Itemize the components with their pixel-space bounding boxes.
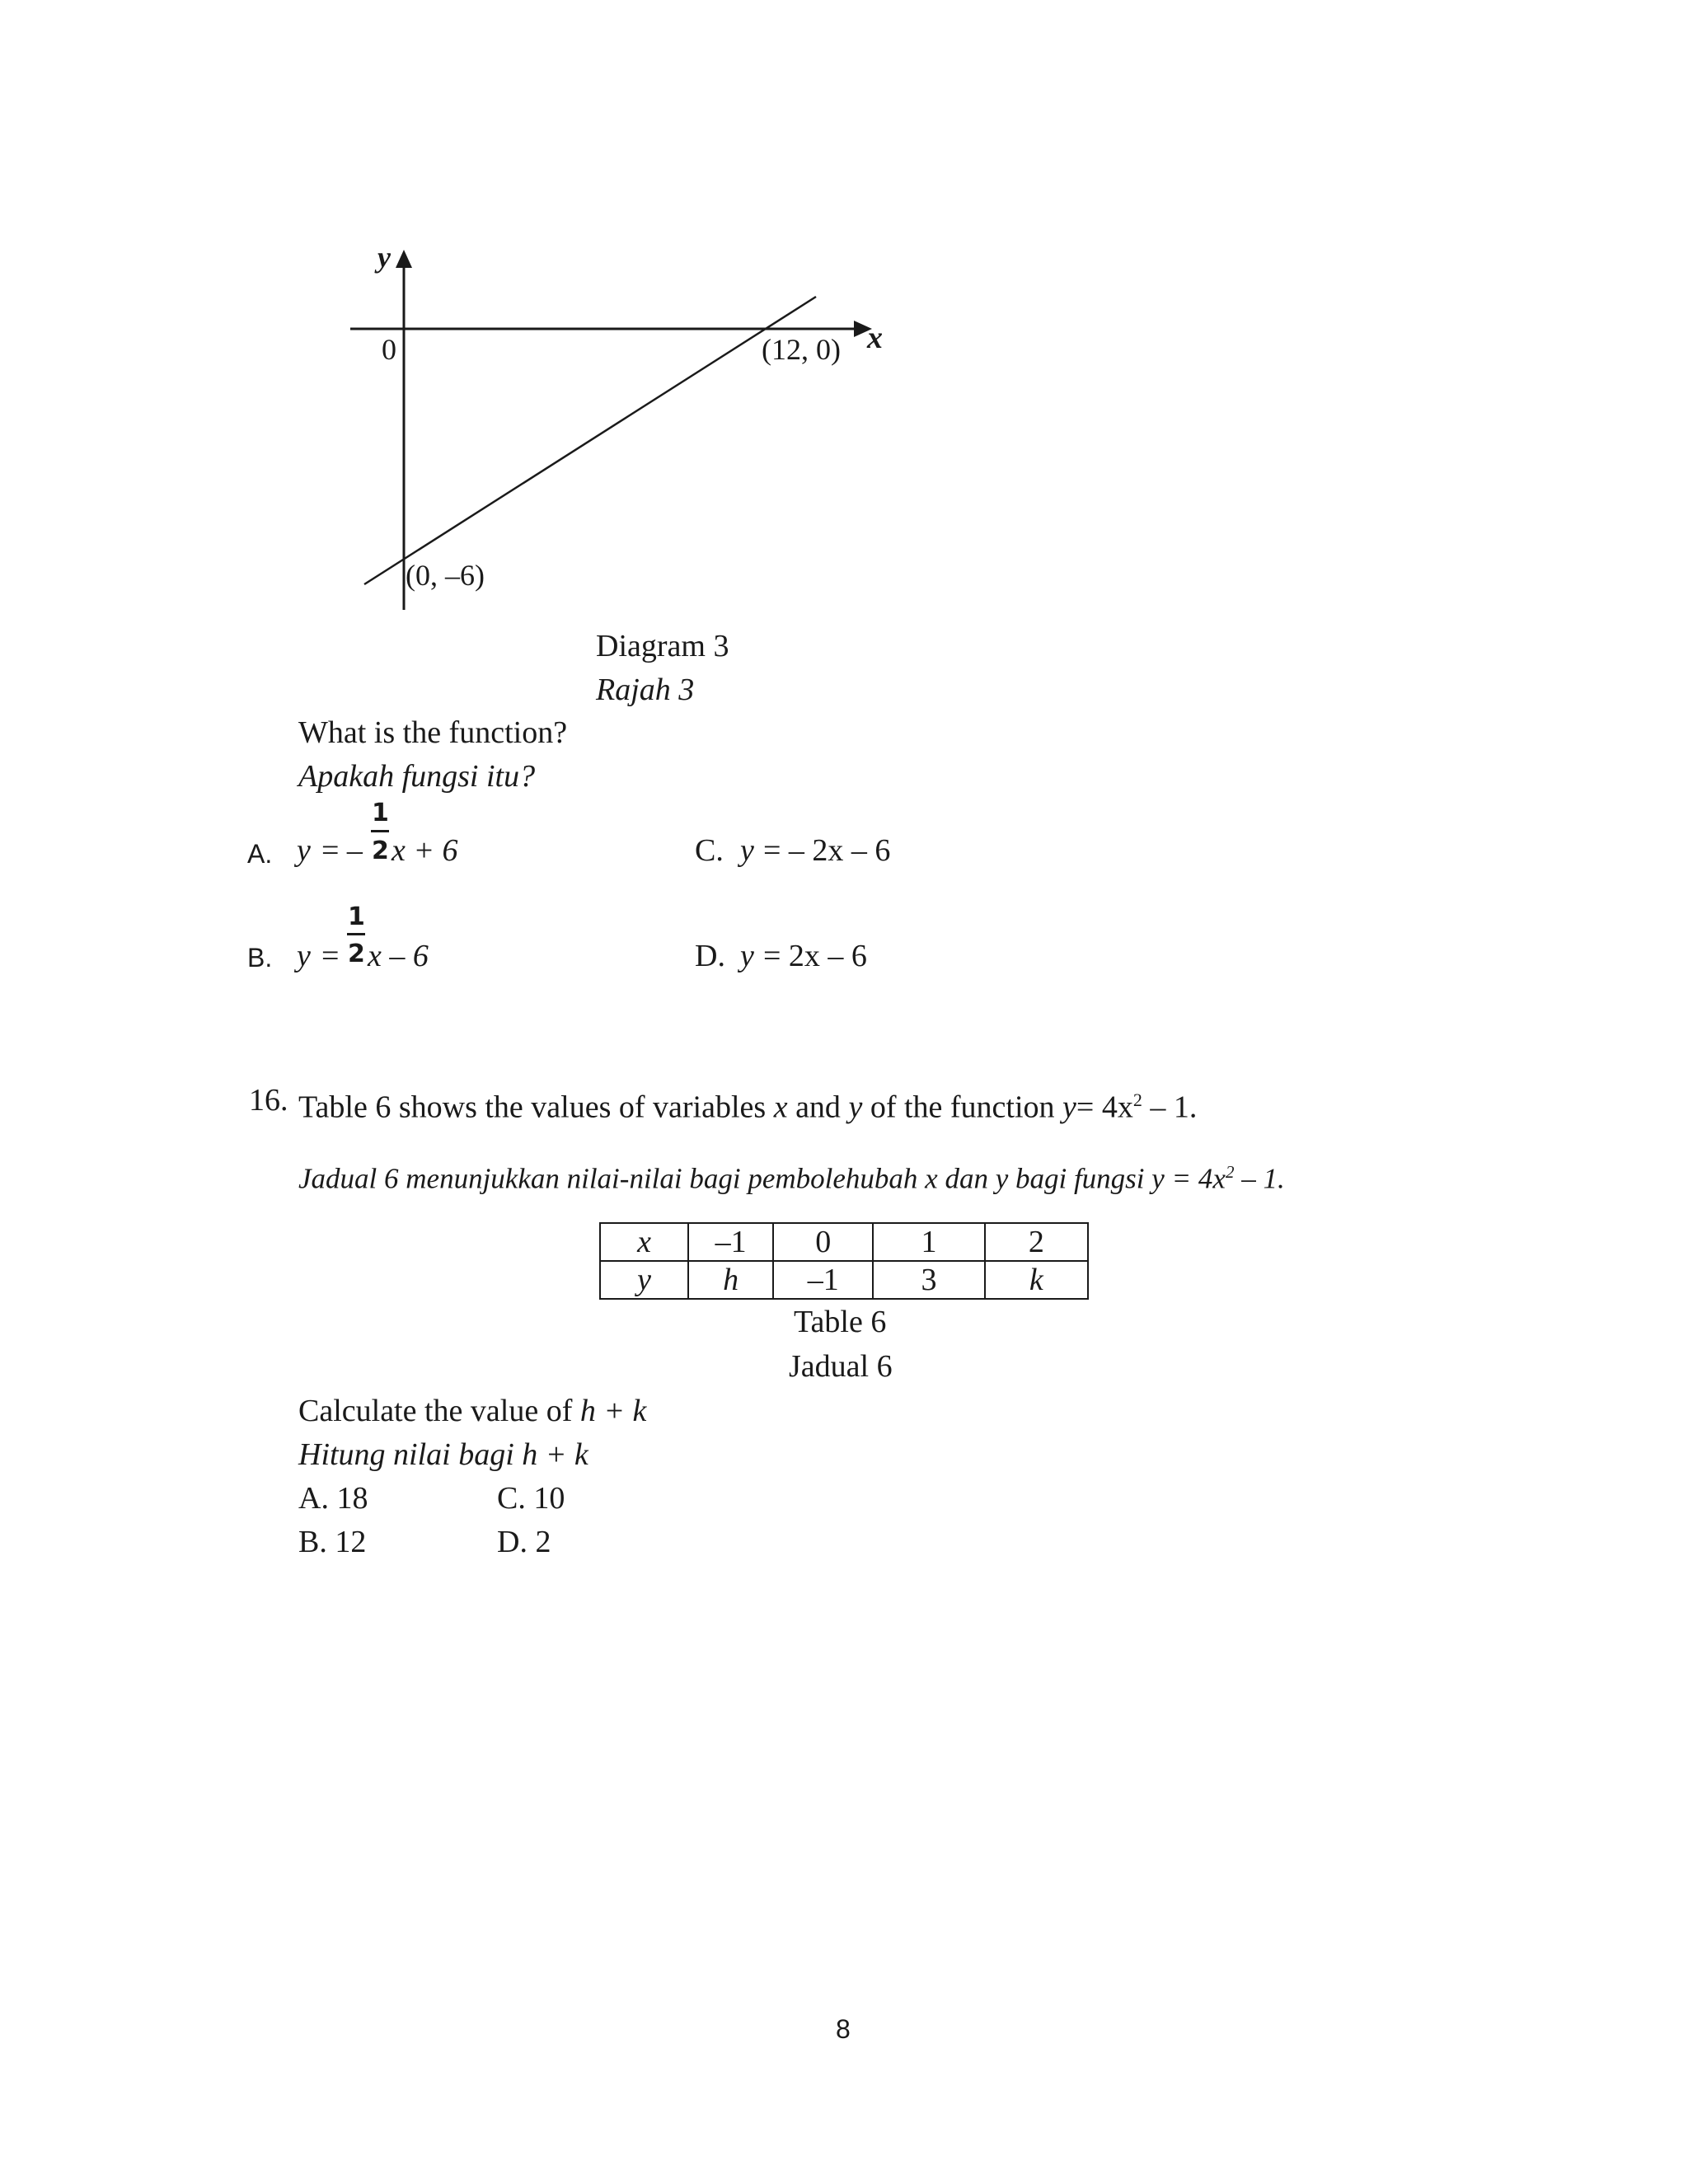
option-lhs: y	[297, 833, 311, 868]
q16-question-en	[298, 1393, 646, 1429]
table-cell: x	[600, 1223, 688, 1261]
diagram-caption-en: Diagram 3	[596, 629, 729, 663]
fraction-denominator: 2	[348, 940, 365, 968]
fraction-denominator: 2	[372, 837, 389, 865]
diagram-caption-ms: Rajah 3	[596, 673, 695, 707]
table-cell: k	[985, 1261, 1088, 1299]
table-cell: –1	[688, 1223, 773, 1261]
stem-var-y: y	[848, 1090, 863, 1125]
option-rhs-post: x – 6	[368, 939, 429, 973]
table-cell: 1	[873, 1223, 984, 1261]
table-cell: 3	[873, 1261, 984, 1299]
option-y: y	[740, 833, 754, 868]
table-caption-en: Table 6	[794, 1305, 887, 1339]
q16-option-a[interactable]: A. 18	[298, 1481, 368, 1516]
q15-question-ms: Apakah fungsi itu?	[298, 759, 536, 794]
stem-exponent: 2	[1132, 1090, 1142, 1110]
stem-fn-y: y	[1062, 1090, 1076, 1125]
option-letter: C.	[695, 833, 724, 868]
option-rest: = 2x – 6	[763, 939, 867, 973]
origin-label: 0	[382, 333, 396, 366]
q16-number: 16.	[249, 1083, 288, 1118]
q16-option-b[interactable]: B. 12	[298, 1525, 367, 1559]
q16-option-c[interactable]: C. 10	[497, 1481, 565, 1516]
option-lhs: y	[297, 939, 311, 973]
question-text: Calculate the value of	[298, 1394, 573, 1428]
option-letter: B.	[247, 943, 273, 972]
table-cell: 0	[773, 1223, 873, 1261]
table-cell: h	[688, 1261, 773, 1299]
stem-text: of the function	[870, 1090, 1055, 1125]
table-row-x	[600, 1223, 1088, 1261]
stem-exponent: 2	[1225, 1162, 1235, 1182]
option-letter: A.	[247, 839, 273, 869]
table-cell: y	[600, 1261, 688, 1299]
stem-text: – 1.	[1241, 1162, 1285, 1195]
function-line	[364, 297, 816, 584]
x-intercept-label: (12, 0)	[762, 333, 841, 366]
stem-text: and	[795, 1090, 841, 1125]
option-y: y	[740, 939, 754, 973]
table-row-y	[600, 1261, 1088, 1299]
y-axis-arrow	[396, 250, 412, 268]
option-rest: = – 2x – 6	[763, 833, 891, 868]
q15-question-en: What is the function?	[298, 715, 568, 750]
option-rhs-post: x + 6	[392, 833, 458, 868]
question-expr: h + k	[579, 1394, 647, 1428]
stem-var-x: x	[773, 1090, 788, 1125]
page-number: 8	[836, 2014, 851, 2044]
fraction-bar	[371, 830, 389, 832]
option-letter: D.	[695, 939, 725, 973]
option-rhs-pre: =	[321, 939, 340, 973]
fraction-numerator: 1	[372, 799, 389, 827]
stem-text: Jadual 6 menunjukkan nilai-nilai bagi pembolehubah x dan y bagi fungsi y = 4x	[298, 1162, 1226, 1195]
q16-option-d[interactable]: D. 2	[497, 1525, 551, 1559]
table-caption-ms: Jadual 6	[789, 1349, 893, 1384]
fraction-numerator: 1	[348, 902, 365, 931]
stem-fn: = 4x	[1076, 1090, 1133, 1125]
option-rhs-pre: = –	[321, 833, 363, 868]
x-axis-label: x	[867, 321, 883, 355]
table-cell: –1	[773, 1261, 873, 1299]
y-intercept-label: (0, –6)	[406, 559, 485, 592]
y-axis-label: y	[377, 241, 391, 274]
q16-stem-ms	[298, 1155, 1285, 1196]
diagram-3	[0, 0, 1688, 659]
q16-question-ms: Hitung nilai bagi h + k	[298, 1437, 588, 1472]
table-cell: 2	[985, 1223, 1088, 1261]
stem-text: – 1.	[1150, 1090, 1198, 1125]
table-6	[599, 1222, 1089, 1300]
stem-text: Table 6 shows the values of variables	[298, 1090, 767, 1125]
q16-stem-en	[298, 1082, 1197, 1126]
fraction-bar	[347, 933, 365, 935]
